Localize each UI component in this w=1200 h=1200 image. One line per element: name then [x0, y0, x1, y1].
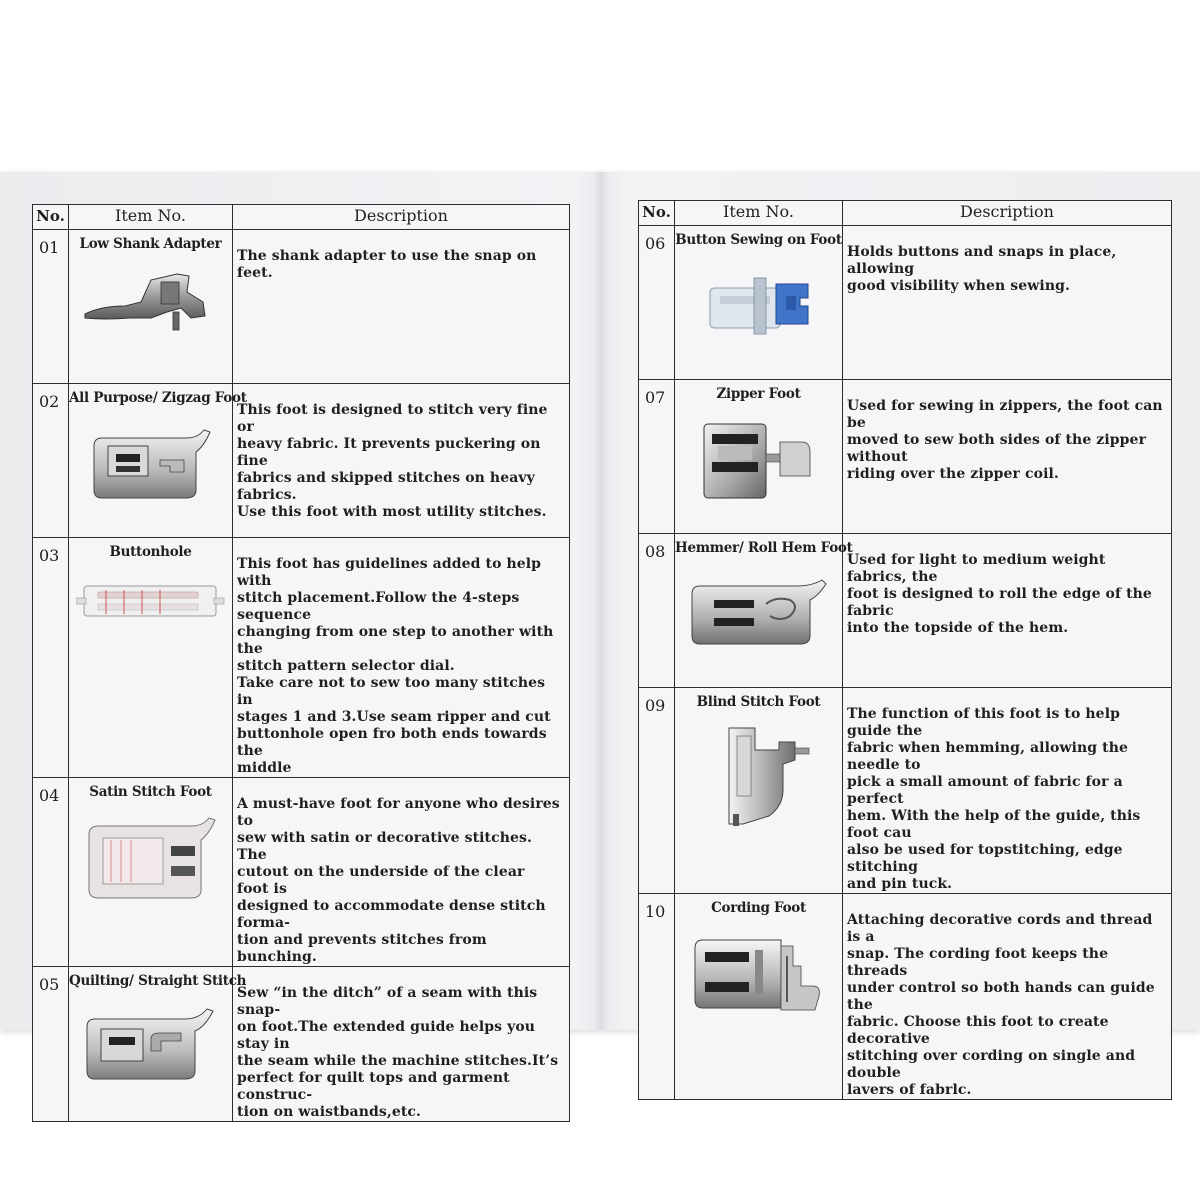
table-row	[33, 538, 570, 778]
item-description: Holds buttons and snaps in place, allowing good visibility when sewing.	[843, 226, 1172, 380]
item-description: A must-have foot for anyone who desires to sew with satin or decorative stitches. The cutout on the underside of the clear foot is designed to accommodate dense stitch forma- tion and prevents stitches from bunching.	[233, 778, 570, 967]
item-number: 01	[33, 230, 69, 384]
right-page-table	[638, 200, 1172, 1100]
table-row	[639, 380, 1172, 534]
button-sewing-foot-icon	[694, 258, 824, 348]
item-number: 05	[33, 967, 69, 1122]
item-name: Blind Stitch Foot	[696, 694, 821, 710]
satin-stitch-foot-icon	[81, 810, 221, 906]
left-page-table	[32, 204, 570, 1122]
item-description: Attaching decorative cords and thread is a snap. The cording foot keeps the threads under control so both hands can guide the fabric. Choose this foot to create decorative stitching over cording on single and double lavers of fabrlc.	[843, 894, 1172, 1100]
header-item-no: Item No.	[675, 201, 843, 226]
table-row	[639, 894, 1172, 1100]
table-row	[33, 230, 570, 384]
table-row	[639, 226, 1172, 380]
item-number: 10	[639, 894, 675, 1100]
item-description: Used for sewing in zippers, the foot can be moved to sew both sides of the zipper without riding over the zipper coil.	[843, 380, 1172, 534]
header-no: No.	[33, 205, 69, 230]
item-name: Button Sewing on Foot	[675, 232, 842, 248]
item-number: 08	[639, 534, 675, 688]
header-description: Description	[843, 201, 1172, 226]
header-item-no: Item No.	[69, 205, 233, 230]
table-row	[639, 534, 1172, 688]
item-name: Hemmer/ Roll Hem Foot	[675, 540, 853, 556]
item-name: Low Shank Adapter	[79, 236, 222, 252]
item-number: 06	[639, 226, 675, 380]
item-description: This foot has guidelines added to help with stitch placement.Follow the 4-steps sequence changing from one step to another with the stitch pattern selector dial. Take care not to sew too many stitches in stages 1 and 3.Use seam ripper and cut buttonhole open fro both ends towards the middle	[233, 538, 570, 778]
item-number: 02	[33, 384, 69, 538]
item-description: Used for light to medium weight fabrics, the foot is designed to roll the edge of the fabric into the topside of the hem.	[843, 534, 1172, 688]
item-name: Buttonhole	[109, 544, 192, 560]
item-name: Cording Foot	[711, 900, 806, 916]
table-row	[33, 967, 570, 1122]
buttonhole-foot-icon	[76, 570, 226, 630]
table-header	[639, 201, 1172, 226]
item-number: 03	[33, 538, 69, 778]
blind-stitch-foot-icon	[699, 720, 819, 830]
item-description: The shank adapter to use the snap on feet.	[233, 230, 570, 384]
item-number: 07	[639, 380, 675, 534]
table-row	[639, 688, 1172, 894]
zigzag-foot-icon	[86, 416, 216, 506]
page-fold	[594, 172, 608, 1030]
quilting-foot-icon	[81, 999, 221, 1089]
item-description: The function of this foot is to help guide the fabric when hemming, allowing the needle to pick a small amount of fabric for a perfect hem. With the help of the guide, this foot cau also be used for topstitching, edge stitching and pin tuck.	[843, 688, 1172, 894]
table-row	[33, 384, 570, 538]
item-description: Sew “in the ditch” of a seam with this snap- on foot.The extended guide helps you stay in the seam while the machine stitches.It’s perfect for quilt tops and garment construc- tion on waistbands,etc.	[233, 967, 570, 1122]
table-header	[33, 205, 570, 230]
low-shank-adapter-icon	[81, 262, 221, 342]
item-description: This foot is designed to stitch very fine or heavy fabric. It prevents puckering on fine fabrics and skipped stitches on heavy fabrics. Use this foot with most utility stitches.	[233, 384, 570, 538]
item-number: 04	[33, 778, 69, 967]
header-description: Description	[233, 205, 570, 230]
item-name: All Purpose/ Zigzag Foot	[69, 390, 247, 406]
item-name: Satin Stitch Foot	[89, 784, 212, 800]
item-name: Zipper Foot	[716, 386, 801, 402]
hemmer-foot-icon	[686, 566, 832, 656]
header-no: No.	[639, 201, 675, 226]
item-name: Quilting/ Straight Stitch	[69, 973, 247, 989]
cording-foot-icon	[689, 926, 829, 1022]
zipper-foot-icon	[694, 412, 824, 508]
item-number: 09	[639, 688, 675, 894]
table-row	[33, 778, 570, 967]
